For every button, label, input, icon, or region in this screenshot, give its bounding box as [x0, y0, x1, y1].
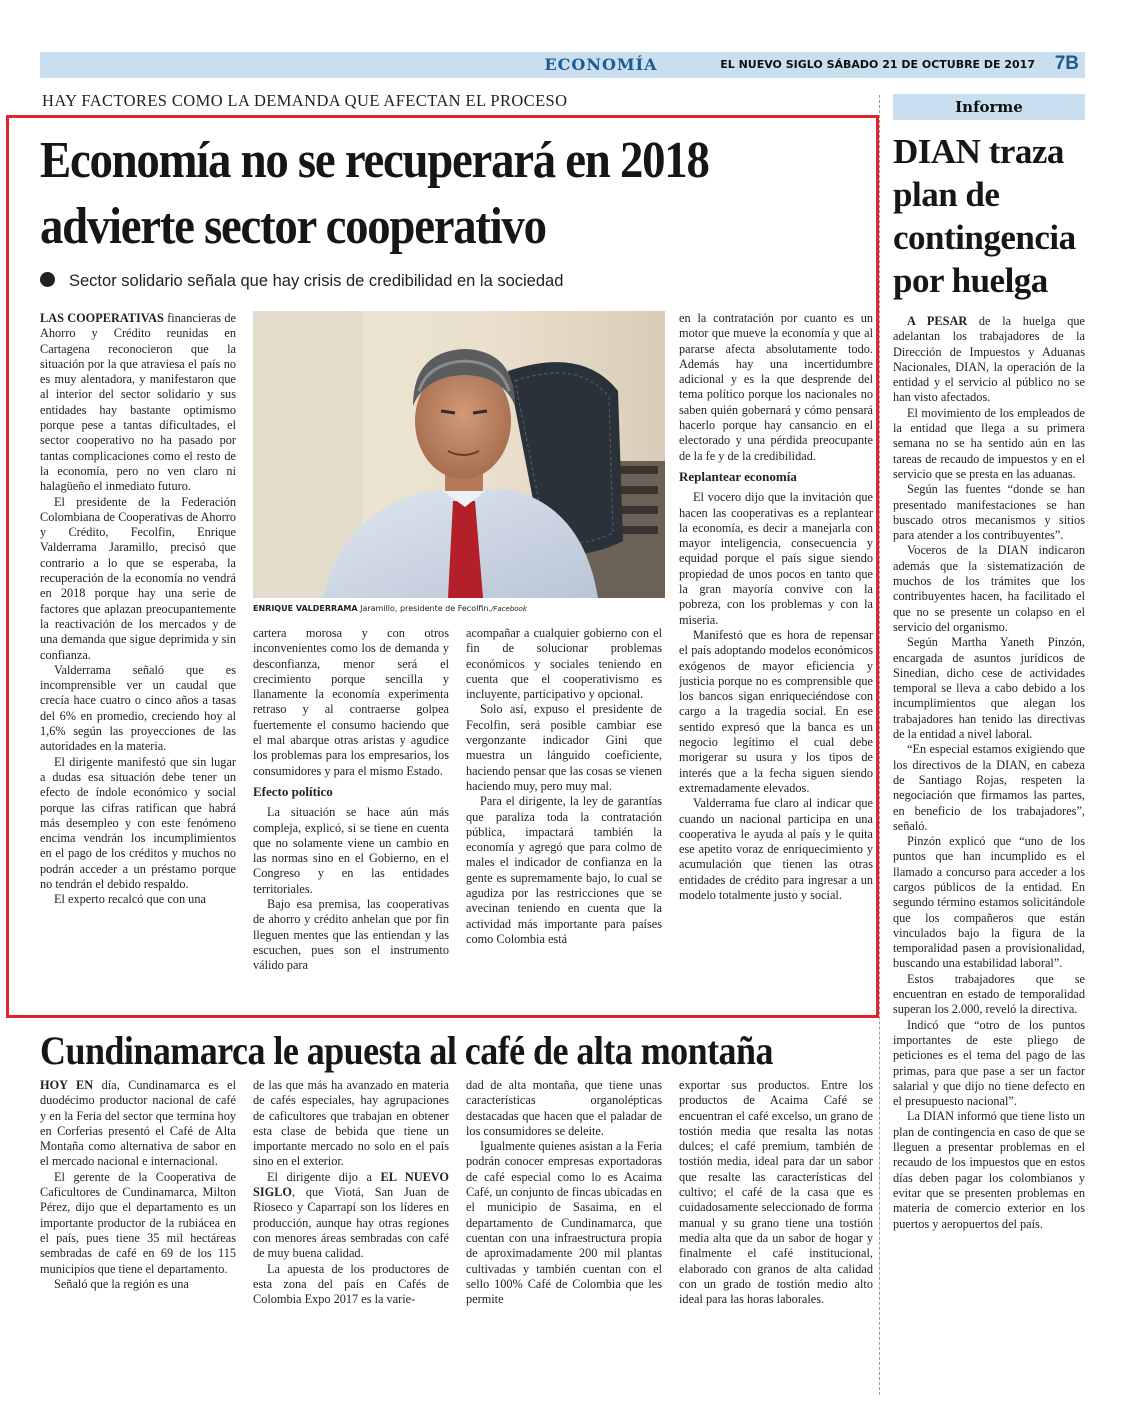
- paragraph-text: financieras de Ahorro y Crédito reunidas en Cartagena reconocieron que la situación por la que atraviesa el país no es muy alentadora, y manifestaron que al interior del sector solidario y sus entidades hay bastante optimismo porque pese a tantas dificultades, el sector cooperativo no ha pasado por tantas complicaciones como el resto de la economía, pero no ven claro ni halagüeño el inmediato futuro.: [40, 311, 236, 494]
- paragraph: Valderrama fue claro al indicar que cuando un nacional participa en una cooperativa le ayuda al país y le quita ese apetito voraz de enriquecimiento y acumulación que tienen las otras entidades de crédito para ingresar a un modelo totalmente justo y social.: [679, 796, 873, 902]
- lead-in: HOY EN: [40, 1078, 94, 1092]
- article-column-2: [253, 626, 449, 1011]
- paragraph: Señaló que la región es una: [54, 1276, 189, 1291]
- paragraph: exportar sus productos. Entre los productos de Acaima Café se encuentran el café excelso, un grano de tostión media que resalta las notas dulces; el café premium, también de tostión media, ideal para dar un sabor que resalte las características del cultivo; el café de la casa que es cuidadosamente seleccionado de forma manual y su grano tiene una tostión media alta que da un sabor de hogar y finalmente el café institucional, elaborado con granos de alta calidad con un grado de tostión medio alto ideal para las horas laborales.: [679, 1078, 873, 1307]
- paragraph: Voceros de la DIAN indicaron además que la sistematización de muchos de los trámites que los contribuyentes hacen, ha facilitado el que no se presente un colapso en el servicio del organismo.: [893, 543, 1085, 634]
- paragraph: Para el dirigente, la ley de garantías que paraliza toda la contratación pública, impactará también la economía y agregó que para colmo de males el indicador de confianza en la gente es supremamente bajo, lo cual se agudiza por las restricciones que se avecinan teniendo en cuenta que la actividad más importante para países como Colombia está: [466, 794, 662, 946]
- paragraph: La apuesta de los productores de esta zona del país en Cafés de Colombia Expo 2017 es la varie-: [253, 1261, 449, 1307]
- section-name: ECONOMÍA: [544, 55, 658, 74]
- article-column-4: [679, 311, 873, 1011]
- paragraph-text: , que Viotá, San Juan de Rioseco y Caparrapí son los líderes en producción, aunque hay otras regiones con menores áreas sembradas con café de muy buena calidad.: [253, 1185, 449, 1261]
- paragraph: La DIAN informó que tiene listo un plan de contingencia en caso de que se lleguen a presentar problemas en el recaudo de los impuestos que en estos días deben pagar los colombianos y evitar que se presenten problemas en materia de comercio exterior en los puertos y aeropuertos del país.: [893, 1109, 1085, 1231]
- second-article-column-4: [679, 1078, 873, 1398]
- paragraph: Solo así, expuso el presidente de Fecolfin, será posible cambiar ese vergonzante indicador Gini que muestra un lánguido coeficiente, haciendo pensar que las cosas se vienen haciendo muy, pero muy mal.: [466, 702, 662, 793]
- deck-text: Sector solidario señala que hay crisis de credibilidad en la sociedad: [69, 272, 564, 290]
- paragraph: [40, 1078, 236, 1170]
- paragraph: cartera morosa y con otros inconvenientes como los de demanda y desconfianza, menor será el crecimiento porque sencilla y llanamente la economía experimenta retraso y al contraerse golpea fuertemente el consumo haciendo que el mal abarque otras aristas y agudice los problemas para los empresarios, los consumidores y para el mismo Estado.: [253, 626, 449, 778]
- bullet-dot-icon: [40, 272, 55, 287]
- lead-in: A PESAR: [907, 314, 968, 328]
- article-kicker: HAY FACTORES COMO LA DEMANDA QUE AFECTAN EL PROCESO: [42, 91, 568, 110]
- portrait-photo: [253, 311, 665, 598]
- paragraph: Estos trabajadores que se encuentran en estado de temporalidad superan los 2.000, reveló la directiva.: [893, 971, 1085, 1017]
- paragraph: [893, 314, 1085, 406]
- column-divider: [879, 95, 880, 1395]
- caption-name: ENRIQUE VALDERRAMA: [253, 604, 358, 613]
- subheading: Efecto político: [253, 783, 333, 799]
- second-article-column-3: [466, 1078, 662, 1398]
- paragraph: Valderrama señaló que es incomprensible ver un caudal que crecía hace cuatro o cinco años a tasas del 6% en promedio, creciendo hoy al 1,6% según las proyecciones de las autoridades en la materia.: [40, 662, 236, 754]
- paragraph: El dirigente manifestó que sin lugar a dudas esa situación debe tener un efecto de índole económico y social porque las cifras ratifican que habrá más desempleo y con este fenómeno encima vendrán los incumplimientos en el pago de los créditos y muchos no podrán acceder a un préstamo porque no tendrán el debido respaldo.: [40, 754, 236, 891]
- photo-caption: [253, 604, 665, 613]
- sidebar-column: [893, 314, 1085, 1399]
- paragraph: en la contratación por cuanto es un motor que mueve la economía y que al pararse afecta absolutamente todo. Además hay una incertidumbre adicional y es la que desprende del tema político porque los nacionales no saben quién gobernará y cómo pensará hacerlo porque hay cansancio en el electorado y una pérdida preocupante de la fe y de la credibilidad.: [679, 311, 873, 463]
- paragraph: de las que más ha avanzado en materia de cafés especiales, hay agrupaciones de caficultores que trabajan en obtener esta clase de bebida que tiene un importante mercado no solo en el país sino en el exterior.: [253, 1078, 449, 1169]
- paragraph: El gerente de la Cooperativa de Caficultores de Cundinamarca, Milton Pérez, dijo que el departamento es un importante productor de la rubiácea en el país, pues tiene 35 mil hectáreas sembradas de café en 69 de los 115 municipios que tiene el departamento.: [40, 1169, 236, 1276]
- article-column-3: [466, 626, 662, 1011]
- paragraph: acompañar a cualquier gobierno con el fin de solucionar problemas económicos y sociales teniendo en cuenta que el cooperativismo es incluyente, participativo y opcional.: [466, 626, 662, 702]
- photo-credit: /Facebook: [490, 605, 527, 613]
- paragraph: El presidente de la Federación Colombiana de Cooperativas de Ahorro y Crédito, Fecolfin, Enrique Valderrama Jaramillo, precisó que contrario a lo que se esperaba, la recuperación de la economía no vendrá en 2018 porque hay una serie de factores que aplazan preocupantemente la reactivación de los mercados y de una demanda que sigue deprimida y sin confianza.: [40, 494, 236, 662]
- paragraph: Manifestó que es hora de repensar el país adoptando modelos económicos exógenos de mayor eficiencia y justicia porque no es comprensible que los bancos sigan enriqueciéndose con cargo a la tragedia social. En ese sentido expresó que la banca es un negocio legítimo el cual debe morigerar su usura y los tipos de interés que a la fecha siguen siendo extremadamente elevados.: [679, 627, 873, 795]
- article-column-1: [40, 311, 236, 1011]
- paragraph: El movimiento de los empleados de la entidad que llega a su primera semana no se ha sentido aún en las tareas de recaudo de impuestos y en el servicio que se presta en las aduanas.: [893, 405, 1085, 481]
- paragraph: El experto recalcó que con una: [54, 892, 206, 907]
- paragraph: Igualmente quienes asistan a la Feria podrán conocer empresas exportadoras de café especial como lo es Acaima Café, un conjunto de fincas ubicadas en el municipio de Sasaima, en el departamento de Cundinamarca, que cuentan con una infraestructura propia de aproximadamente 200 mil plantas cultivadas y también cuentan con el sello 100% Café de Colombia que les permite: [466, 1139, 662, 1307]
- paragraph: dad de alta montaña, que tiene unas características organolépticas destacadas que hacen que el paladar de los consumidores se deleite.: [466, 1078, 662, 1138]
- paragraph-text: El dirigente dijo a: [267, 1169, 381, 1184]
- paragraph: El vocero dijo que la invitación que hacen las cooperativas es a replantear la economía, es decir a manejarla con mayor inteligencia, consecuencia y equidad porque el país sigue siendo propiedad de unos pocos en tanto que la gran mayoría convive con la pobreza, con los problemas y con la miseria.: [679, 490, 873, 627]
- second-article-column-1: [40, 1078, 236, 1398]
- paragraph: Según Martha Yaneth Pinzón, encargada de asuntos jurídicos de Sinedian, dicho cese de actividades temporal se lleva a cabo debido a los incumplimientos que alegan los trabajadores han tenido las directivas de la entidad a nivel laboral.: [893, 635, 1085, 742]
- sidebar-label: Informe: [955, 98, 1023, 116]
- second-article-column-2: [253, 1078, 449, 1398]
- paragraph-text: de la huelga que adelantan los trabajadores de la Dirección de Impuestos y Aduanas Nacionales, DIAN, la operación de la entidad y el servicio al público no se han visto afectados.: [893, 314, 1085, 405]
- paragraph: Bajo esa premisa, las cooperativas de ahorro y crédito anhelan que por fin lleguen mentes que las entiendan y las escuchen, pues son el instrumento válido para: [253, 897, 449, 973]
- page-number: 7B: [1054, 53, 1079, 74]
- paragraph: Según las fuentes “donde se han presentado manifestaciones se han buscado otros mecanismos y sitios para atender a los contribuyentes”.: [893, 482, 1085, 543]
- second-article-headline: Cundinamarca le apuesta al café de alta montaña: [40, 1028, 773, 1073]
- paragraph: [40, 311, 236, 495]
- publication-date: EL NUEVO SIGLO SÁBADO 21 DE OCTUBRE DE 2017: [720, 58, 1035, 71]
- paragraph: [253, 1170, 449, 1262]
- paragraph: Pinzón explicó que “uno de los puntos que han incumplido es el llamado a concurso para acceder a los cargos públicos de la entidad. En segundo término estamos solicitándole que los compañeros que están vinculados bajo la figura de la temporalidad pasen a provisionalidad, buscando una estabilidad laboral”.: [893, 834, 1085, 971]
- page-header-bar: [40, 52, 1085, 78]
- lead-in: LAS COOPERATIVAS: [40, 311, 164, 325]
- newspaper-name: EL NUEVO SIGLO: [253, 1169, 449, 1200]
- article-deck: [40, 272, 563, 291]
- caption-text: Jaramillo, presidente de Fecolfin.: [357, 604, 491, 613]
- subheading: Replantear economía: [679, 468, 797, 484]
- paragraph-text: día, Cundinamarca es el duodécimo productor nacional de café y en la Feria del sector que termina hoy en Corferias presentó el Café de Alta Montaña como alternativa de sabor en el mercado nacional e internacional.: [40, 1078, 236, 1169]
- paragraph: Indicó que “otro de los puntos importantes de este pliego de peticiones es el tema del pago de las primas, para que pase a ser un factor salarial y que dijo no tiene defecto en el presupuesto nacional”.: [893, 1017, 1085, 1109]
- article-headline: Economía no se recuperará en 2018 advierte sector cooperativo: [40, 132, 709, 255]
- paragraph: “En especial estamos exigiendo que los directivos de la DIAN, en cabeza de Santiago Rojas, respeten la negociación que firmamos las partes, en beneficio de los trabajadores”, señaló.: [893, 742, 1085, 833]
- sidebar-headline: DIAN traza plan de contingencia por huelga: [893, 132, 1076, 300]
- paragraph: La situación se hace aún más compleja, explicó, si se tiene en cuenta que no solamente viene un cambio en las normas sino en el Gobierno, en el Congreso y en las entidades territoriales.: [253, 805, 449, 896]
